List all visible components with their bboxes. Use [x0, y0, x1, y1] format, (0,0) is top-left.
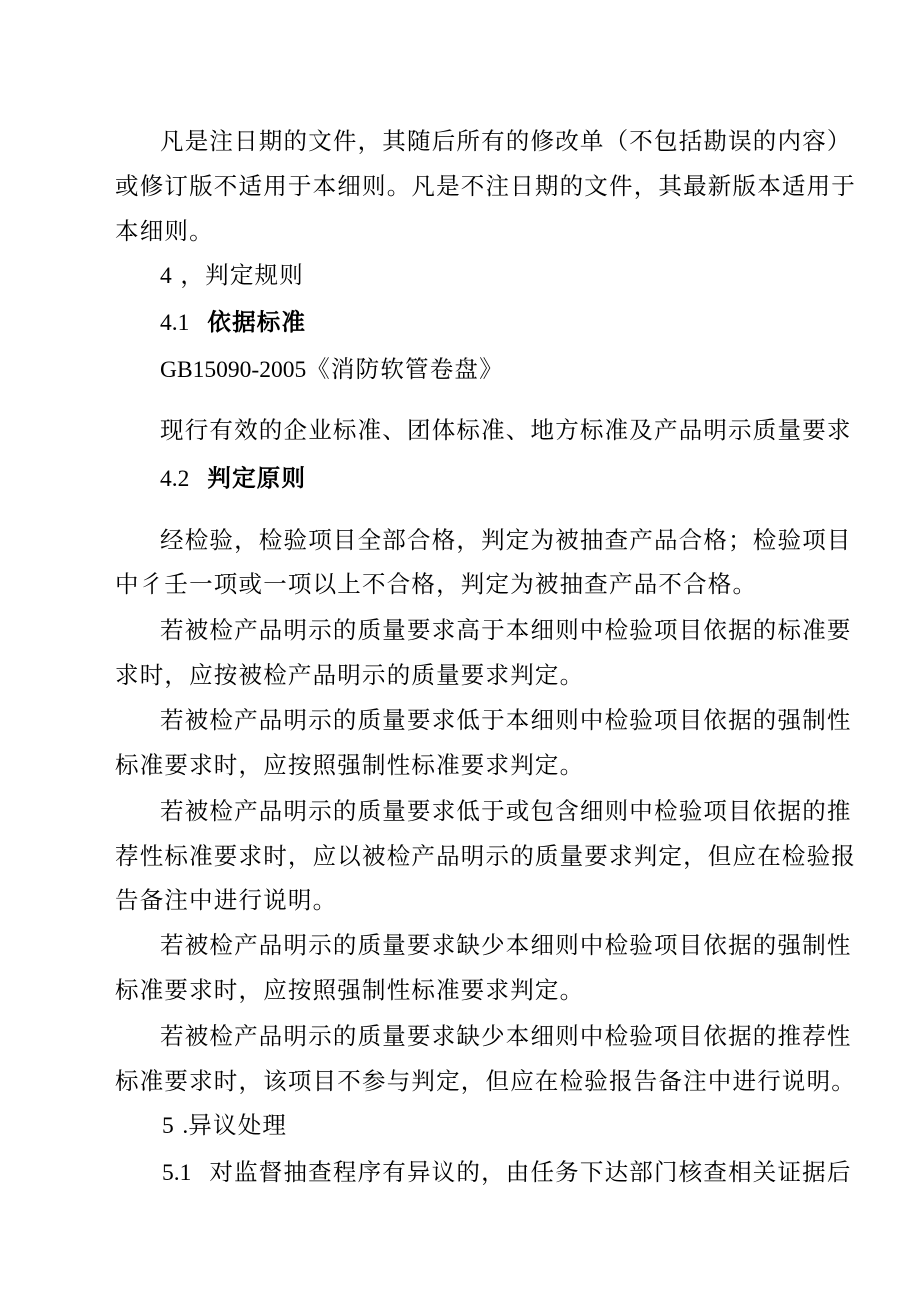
section-5-title: 异议处理: [188, 1111, 288, 1139]
judgment-paragraph-1-line-1: 经检验，检验项目全部合格，判定为被抽查产品合格；检验项目: [160, 526, 852, 554]
judgment-paragraph-1-line-2: 中彳壬一项或一项以上不合格，判定为被抽查产品不合格。: [115, 570, 758, 598]
judgment-paragraph-3-line-2: 标准要求时，应按照强制性标准要求判定。: [115, 751, 585, 779]
section-5-1-line: [162, 1157, 852, 1188]
section-5-number: 5: [162, 1113, 174, 1139]
paragraph-dated-references-line-2: 或修订版不适用于本细则。凡是不注日期的文件，其最新版本适用于: [115, 172, 856, 200]
section-5-heading: [162, 1110, 287, 1141]
section-4-1-title: 依据标准: [207, 308, 307, 336]
judgment-paragraph-6-line-2: 标准要求时，该项目不参与判定，但应在检验报告备注中进行说明。: [115, 1067, 856, 1095]
judgment-paragraph-2-line-2: 求时，应按被检产品明示的质量要求判定。: [115, 661, 585, 689]
section-5-1-text: 对监督抽查程序有异议的，由任务下达部门核查相关证据后: [209, 1158, 852, 1186]
judgment-paragraph-5-line-2: 标准要求时，应按照强制性标准要求判定。: [115, 976, 585, 1004]
section-4-separator: ，: [180, 261, 206, 289]
section-4-2-number: 4.2: [160, 466, 190, 492]
section-4-1-heading: [160, 307, 306, 338]
section-4-number: 4: [160, 263, 172, 289]
section-4-2-heading: [160, 463, 306, 494]
standard-name: 《消防软管卷盘》: [306, 355, 504, 383]
judgment-paragraph-6-line-1: 若被检产品明示的质量要求缺少本细则中检验项目依据的推荐性: [160, 1022, 852, 1050]
paragraph-dated-references-line-1: 凡是注日期的文件，其随后所有的修改单（不包括勘误的内容）: [160, 127, 852, 155]
standard-reference: [160, 354, 504, 385]
section-4-title: 判定规则: [205, 261, 304, 289]
judgment-paragraph-4-line-3: 告备注中进行说明。: [115, 886, 338, 914]
judgment-paragraph-2-line-1: 若被检产品明示的质量要求高于本细则中检验项目依据的标准要: [160, 616, 852, 644]
section-5-separator: .: [182, 1113, 189, 1139]
judgment-paragraph-4-line-1: 若被检产品明示的质量要求低于或包含细则中检验项目依据的推: [160, 797, 852, 825]
section-4-1-number: 4.1: [160, 310, 190, 336]
judgment-paragraph-5-line-1: 若被检产品明示的质量要求缺少本细则中检验项目依据的强制性: [160, 931, 852, 959]
section-4-2-title: 判定原则: [207, 464, 307, 492]
section-4-heading: [160, 260, 304, 291]
paragraph-dated-references-line-3: 本细则。: [115, 217, 214, 245]
other-standards-line: 现行有效的企业标准、团体标准、地方标准及产品明示质量要求: [160, 416, 852, 444]
section-5-1-number: 5.1: [162, 1160, 192, 1186]
judgment-paragraph-3-line-1: 若被检产品明示的质量要求低于本细则中检验项目依据的强制性: [160, 706, 852, 734]
judgment-paragraph-4-line-2: 荐性标准要求时，应以被检产品明示的质量要求判定，但应在检验报: [115, 842, 856, 870]
standard-code: GB15090-2005: [160, 357, 307, 383]
